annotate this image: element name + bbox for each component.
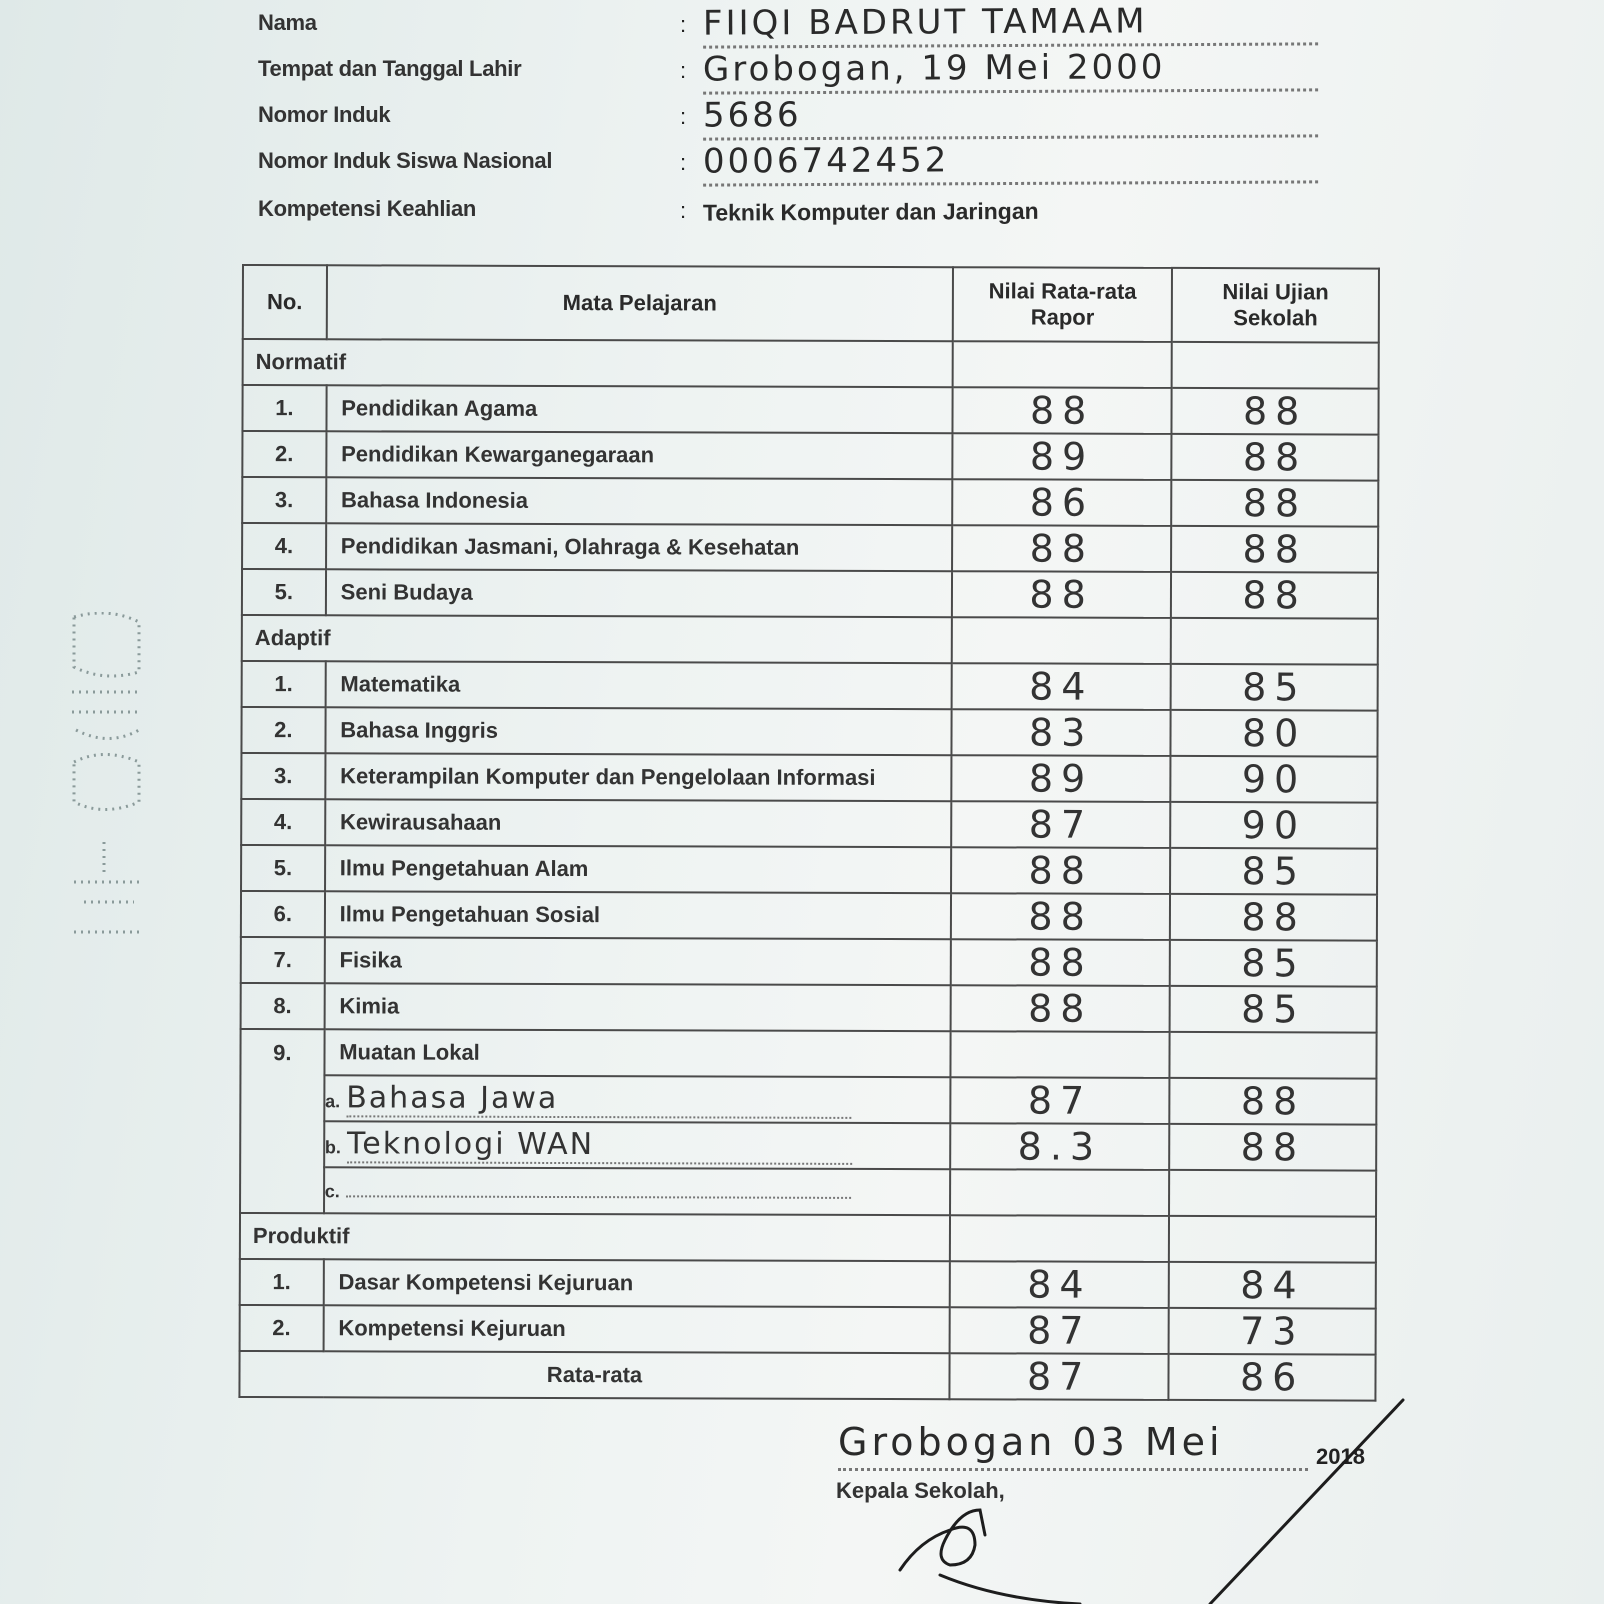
- row-no: 9.: [240, 1029, 324, 1213]
- row-subject: Pendidikan Agama: [326, 385, 952, 433]
- muatan-letter: a.: [325, 1090, 341, 1111]
- table-row: [242, 569, 1378, 619]
- row-subject: Pendidikan Jasmani, Olahraga & Kesehatan: [326, 523, 952, 571]
- row-ujian: 85: [1170, 986, 1377, 1033]
- muatan-name: Teknologi WAN: [347, 1126, 852, 1165]
- row-rapor: 87: [950, 1307, 1169, 1354]
- field-label: Kompetensi Keahlian: [258, 196, 477, 221]
- row-ujian: 88: [1171, 526, 1378, 573]
- row-subject: Kimia: [324, 983, 950, 1031]
- row-rapor: 87: [950, 1077, 1169, 1124]
- muatan-item-cell: [324, 1075, 950, 1123]
- row-no: 1.: [240, 1259, 324, 1305]
- footer-place-date: Grobogan 03 Mei: [838, 1420, 1224, 1464]
- row-rapor: 84: [950, 1261, 1169, 1308]
- muatan-item: [240, 1121, 1376, 1171]
- field-kompetensi: [258, 190, 1318, 230]
- row-ujian: 88: [1170, 894, 1377, 941]
- group-label: Produktif: [240, 1213, 950, 1261]
- muatan-item-cell: [324, 1121, 950, 1169]
- field-label: Tempat dan Tanggal Lahir: [258, 56, 522, 81]
- row-no: 7.: [241, 937, 325, 983]
- field-nama: [258, 1, 1318, 44]
- table-row: [241, 753, 1377, 803]
- grades-table: [238, 264, 1380, 1402]
- group-row-normatif: [243, 339, 1379, 389]
- field-label: Nomor Induk Siswa Nasional: [258, 148, 553, 173]
- field-value-ttl: Grobogan, 19 Mei 2000: [703, 46, 1318, 94]
- row-rapor: 83: [951, 709, 1170, 756]
- field-label: Nomor Induk: [258, 102, 391, 127]
- field-value-kompetensi: Teknik Komputer dan Jaringan: [702, 197, 1039, 226]
- row-ujian: 90: [1171, 802, 1378, 849]
- row-ujian: 85: [1170, 848, 1377, 895]
- table-row: [242, 661, 1378, 711]
- field-nisn: [258, 142, 1318, 182]
- empty-cell: [1170, 1032, 1377, 1079]
- row-rapor: 88: [952, 525, 1171, 572]
- row-no: 3.: [241, 753, 325, 799]
- row-rapor: 88: [951, 893, 1170, 940]
- row-rapor: 89: [952, 433, 1171, 480]
- row-subject: Keterampilan Komputer dan Pengelolaan Informasi: [325, 753, 951, 801]
- field-value-nama: FIIQI BADRUT TAMAAM: [703, 0, 1318, 48]
- group-row-adaptif: [242, 615, 1378, 665]
- row-ujian: 73: [1169, 1308, 1376, 1355]
- table-row: [242, 477, 1378, 527]
- muatan-name: [346, 1195, 851, 1199]
- row-subject: Dasar Kompetensi Kejuruan: [323, 1259, 949, 1307]
- signature-icon: [880, 1360, 1440, 1604]
- average-rapor: 87: [949, 1353, 1168, 1400]
- row-ujian: 85: [1170, 940, 1377, 987]
- muatan-letter: c.: [324, 1181, 340, 1202]
- row-no: 2.: [241, 707, 325, 753]
- row-subject: Pendidikan Kewarganegaraan: [326, 431, 952, 479]
- row-rapor: 88: [951, 847, 1170, 894]
- table-row: [242, 431, 1378, 481]
- field-nomor-induk: [258, 96, 1318, 136]
- row-ujian: 80: [1171, 710, 1378, 757]
- row-no: 4.: [242, 523, 326, 569]
- perforation-stamp: [64, 612, 154, 952]
- footer-year: 2018: [1316, 1444, 1365, 1469]
- row-ujian: 90: [1171, 756, 1378, 803]
- row-rapor: 87: [951, 801, 1170, 848]
- field-colon: :: [680, 150, 687, 175]
- row-no: 5.: [242, 569, 326, 615]
- row-no: 6.: [241, 891, 325, 937]
- row-ujian: [1169, 1170, 1376, 1217]
- row-rapor: [950, 1169, 1169, 1216]
- row-rapor: 88: [952, 387, 1171, 434]
- row-subject: Fisika: [324, 937, 950, 985]
- muatan-item: [240, 1075, 1376, 1125]
- row-rapor: 88: [952, 571, 1171, 618]
- row-rapor: 86: [952, 479, 1171, 526]
- row-subject: Bahasa Indonesia: [326, 477, 952, 525]
- row-subject: Ilmu Pengetahuan Alam: [325, 845, 951, 893]
- field-colon: :: [680, 198, 687, 223]
- row-subject: Ilmu Pengetahuan Sosial: [325, 891, 951, 939]
- row-subject: Kompetensi Kejuruan: [323, 1305, 949, 1353]
- average-label: Rata-rata: [239, 1351, 949, 1399]
- row-ujian: 85: [1171, 664, 1378, 711]
- field-colon: :: [680, 58, 687, 83]
- row-ujian: 88: [1172, 480, 1379, 527]
- row-subject: Bahasa Inggris: [325, 707, 951, 755]
- header-rapor: Nilai Rata-rata Rapor: [953, 267, 1173, 342]
- row-no: 2.: [240, 1305, 324, 1351]
- row-rapor: 8.3: [950, 1123, 1169, 1170]
- average-ujian: 86: [1169, 1354, 1376, 1401]
- header-ujian: Nilai Ujian Sekolah: [1172, 268, 1379, 343]
- row-rapor: 88: [951, 985, 1170, 1032]
- table-row: [241, 799, 1377, 849]
- empty-cell: [1169, 1216, 1376, 1263]
- table-row: [240, 1259, 1376, 1309]
- empty-cell: [953, 341, 1172, 388]
- header-no: No.: [243, 265, 327, 339]
- empty-cell: [950, 1215, 1169, 1262]
- muatan-lokal-label: Muatan Lokal: [324, 1029, 950, 1077]
- row-subject: Kewirausahaan: [325, 799, 951, 847]
- empty-cell: [1172, 342, 1379, 389]
- row-subject: Matematika: [325, 661, 951, 709]
- table-row: [241, 983, 1377, 1033]
- table-row: [242, 523, 1378, 573]
- empty-cell: [950, 1031, 1169, 1078]
- muatan-letter: b.: [324, 1136, 341, 1157]
- row-ujian: 88: [1172, 434, 1379, 481]
- group-row-produktif: [240, 1213, 1376, 1263]
- empty-cell: [952, 617, 1171, 664]
- row-no: 1.: [242, 661, 326, 707]
- row-rapor: 89: [951, 755, 1170, 802]
- row-rapor: 88: [951, 939, 1170, 986]
- table-header-row: [243, 265, 1379, 343]
- row-ujian: 88: [1170, 1078, 1377, 1125]
- row-ujian: 88: [1170, 1124, 1377, 1171]
- field-label: Nama: [258, 10, 317, 35]
- muatan-item: [240, 1167, 1376, 1217]
- field-colon: :: [680, 104, 687, 129]
- row-no: 3.: [242, 477, 326, 523]
- footer-role: Kepala Sekolah,: [836, 1478, 1005, 1503]
- muatan-name: Bahasa Jawa: [346, 1080, 851, 1119]
- muatan-lokal-row: [240, 1029, 1376, 1079]
- row-subject: Seni Budaya: [326, 569, 952, 617]
- row-no: 2.: [242, 431, 326, 477]
- empty-cell: [1171, 618, 1378, 665]
- field-value-nisn: 0006742452: [703, 138, 1318, 186]
- field-value-nomor-induk: 5686: [703, 92, 1318, 140]
- row-rapor: 84: [952, 663, 1171, 710]
- table-row: [241, 891, 1377, 941]
- header-subject: Mata Pelajaran: [326, 265, 953, 341]
- group-label: Adaptif: [242, 615, 952, 663]
- table-row: [241, 937, 1377, 987]
- row-no: 4.: [241, 799, 325, 845]
- field-ttl: [258, 47, 1318, 90]
- table-row: [241, 845, 1377, 895]
- row-ujian: 88: [1172, 388, 1379, 435]
- table-row: [241, 707, 1377, 757]
- row-ujian: 88: [1171, 572, 1378, 619]
- row-no: 5.: [241, 845, 325, 891]
- field-colon: :: [680, 12, 687, 37]
- table-row: [242, 385, 1378, 435]
- row-no: 1.: [242, 385, 326, 431]
- table-row: [240, 1305, 1376, 1355]
- row-ujian: 84: [1169, 1262, 1376, 1309]
- row-no: 8.: [241, 983, 325, 1029]
- muatan-item-cell: [324, 1167, 950, 1215]
- group-label: Normatif: [243, 339, 953, 387]
